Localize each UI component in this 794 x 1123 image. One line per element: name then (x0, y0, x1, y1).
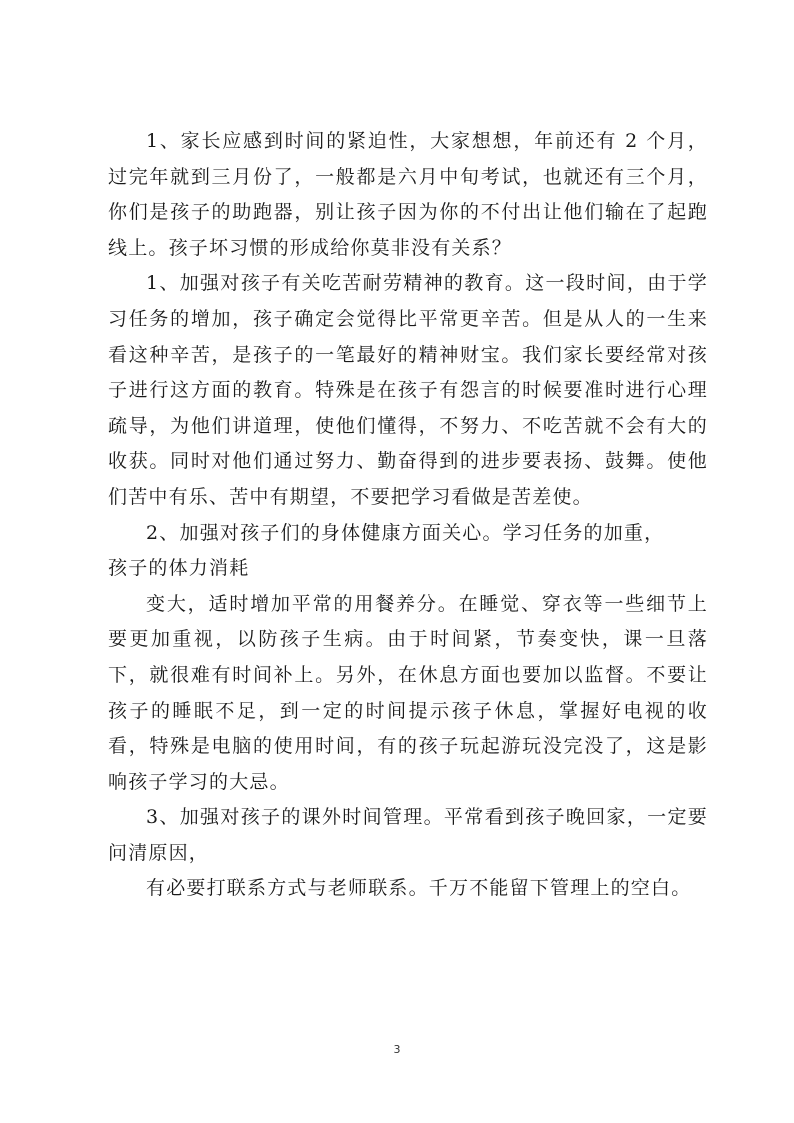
paragraph-health-care: 2、加强对孩子们的身体健康方面关心。学习任务的加重， (146, 521, 665, 544)
page-number: 3 (393, 1043, 401, 1056)
document-body (108, 124, 708, 907)
paragraph-contact-teacher: 有必要打联系方式与老师联系。千万不能留下管理上的空白。 (146, 877, 692, 900)
paragraph-after-school-management: 3、加强对孩子的课外时间管理。平常看到孩子晚回家，一定要问清原因， (108, 806, 708, 864)
paragraph-hardship-education: 1、加强对孩子有关吃苦耐劳精神的教育。这一段时间，由于学习任务的增加，孩子确定会觉得比平常更辛苦。但是从人的一生来看这种辛苦，是孩子的一笔最好的精神财宝。我们家长要经常对孩子进行这方面的教育。特殊是在孩子有怨言的时候要准时进行心理疏导，为他们讲道理，使他们懂得，不努力、不吃苦就不会有大的收获。同时对他们通过努力、勤奋得到的进步要表扬、鼓舞。使他们苦中有乐、苦中有期望，不要把学习看做是苦差使。 (108, 272, 708, 508)
paragraph-time-urgency: 1、家长应感到时间的紧迫性，大家想想，年前还有 2 个月，过完年就到三月份了，一般都是六月中旬考试，也就还有三个月，你们是孩子的助跑器，别让孩子因为你的不付出让他们输在了起跑线上。孩子坏习惯的形成给你莫非没有关系？ (108, 130, 708, 259)
paragraph-nutrition-rest: 变大，适时增加平常的用餐养分。在睡觉、穿衣等一些细节上要更加重视，以防孩子生病。由于时间紧，节奏变快，课一旦落下，就很难有时间补上。另外，在休息方面也要加以监督。不要让孩子的睡眠不足，到一定的时间提示孩子休息，掌握好电视的收看，特殊是电脑的使用时间，有的孩子玩起游玩没完没了，这是影响孩子学习的大忌。 (108, 592, 708, 793)
paragraph-health-care-continued: 孩子的体力消耗 (108, 557, 250, 580)
